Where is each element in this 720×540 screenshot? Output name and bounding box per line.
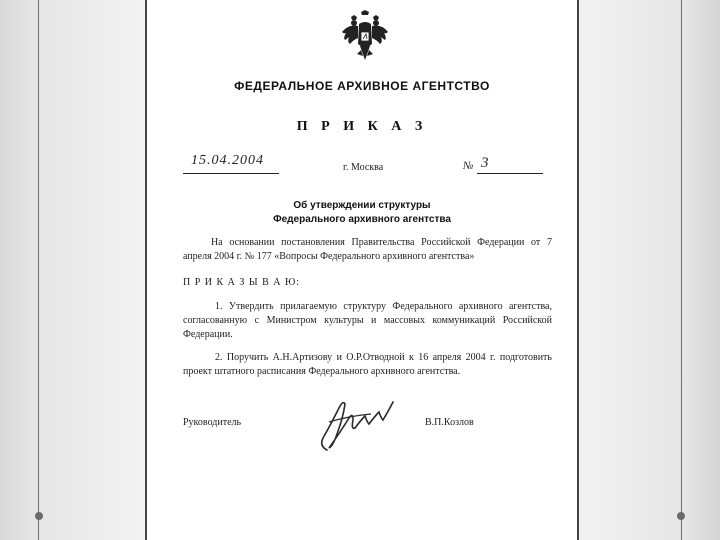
basis-paragraph: На основании постановления Правительства Российской Федерации от 7 апреля 2004 г. № 177 «Вопросы Федерального архивного агентства» [183, 237, 552, 262]
orders-word: П Р И К А З Ы В А Ю: [183, 277, 301, 288]
subject-heading [147, 199, 577, 227]
order-item-2: 2. Поручить А.Н.Артизову и О.Р.Отводной к 16 апреля 2004 г. подготовить проект штатного расписания Федерального архивного агентства. [183, 352, 552, 377]
handwritten-number: 3 [481, 155, 489, 171]
signer-name: В.П.Козлов [425, 417, 474, 428]
order-document-page [145, 0, 579, 540]
document-type-title: П Р И К А З [296, 119, 428, 134]
agency-name: ФЕДЕРАЛЬНОЕ АРХИВНОЕ АГЕНТСТВО [234, 79, 490, 93]
order-item-1: 1. Утвердить прилагаемую структуру Федерального архивного агентства, согласованную с Министром культуры и массовых коммуникаций Российской Федерации. [183, 301, 552, 340]
left-frame-dot [35, 512, 43, 520]
number-label: № [463, 160, 474, 172]
double-headed-eagle-icon [340, 10, 390, 66]
subject-line-2: Федерального архивного агентства [273, 214, 451, 225]
subject-line-1: Об утверждении структуры [293, 200, 431, 211]
handwritten-date: 15.04.2004 [191, 153, 264, 168]
right-frame-line [681, 0, 682, 540]
city: г. Москва [343, 162, 384, 173]
right-frame-dot [677, 512, 685, 520]
left-frame-line [38, 0, 39, 540]
signature-label: Руководитель [183, 417, 242, 428]
handwritten-signature-icon [309, 394, 405, 454]
